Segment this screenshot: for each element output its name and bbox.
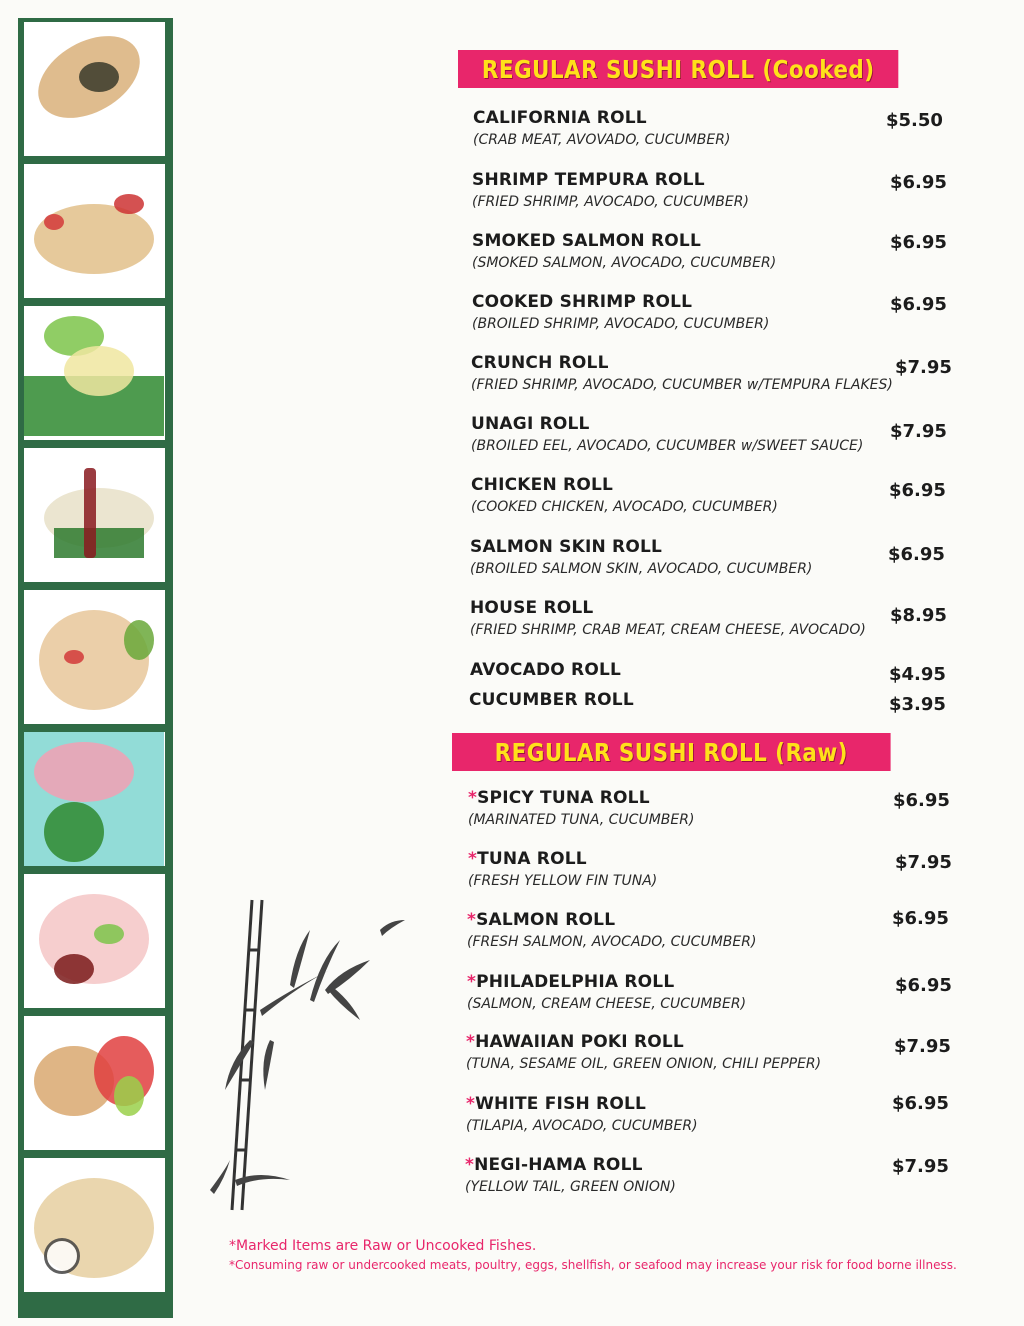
raw-marker: * [468, 849, 478, 869]
menu-item-description: (FRIED SHRIMP, AVOCADO, CUCUMBER) [472, 194, 749, 210]
menu-item-name-text: HOUSE ROLL [470, 598, 594, 618]
menu-item-name-text: TUNA ROLL [477, 849, 587, 869]
menu-item-description: (TUNA, SESAME OIL, GREEN ONION, CHILI PEPPER) [466, 1056, 822, 1072]
bamboo-illustration [190, 890, 430, 1220]
menu-item-price: $6.95 [890, 294, 947, 315]
menu-item-price: $7.95 [892, 1156, 949, 1177]
sushi-photo [24, 1158, 165, 1292]
sushi-photo [24, 164, 165, 298]
menu-item-price: $3.95 [889, 694, 946, 715]
menu-item-price: $5.50 [886, 110, 943, 131]
raw-marker: * [466, 1032, 476, 1052]
menu-item-price: $6.95 [892, 1093, 949, 1114]
sushi-photo [24, 874, 165, 1008]
menu-item-name-text: COOKED SHRIMP ROLL [472, 292, 693, 312]
section-header-raw: REGULAR SUSHI ROLL (Raw) [452, 733, 891, 771]
menu-item-price: $6.95 [890, 172, 947, 193]
menu-item-description: (SMOKED SALMON, AVOCADO, CUCUMBER) [472, 255, 777, 271]
sushi-photo [24, 1016, 165, 1150]
menu-item-description: (FRESH YELLOW FIN TUNA) [468, 873, 658, 889]
menu-item-name-text: CUCUMBER ROLL [469, 690, 634, 710]
menu-item-price: $6.95 [895, 975, 952, 996]
menu-item-description: (FRIED SHRIMP, CRAB MEAT, CREAM CHEESE, AVOCADO) [470, 622, 866, 638]
menu-item-name-text: HAWAIIAN POKI ROLL [475, 1032, 684, 1052]
menu-item-name-text: NEGI-HAMA ROLL [474, 1155, 643, 1175]
menu-item-price: $7.95 [895, 852, 952, 873]
sushi-photo [24, 306, 165, 440]
sushi-photo [24, 732, 165, 866]
menu-item-name-text: SPICY TUNA ROLL [477, 788, 650, 808]
menu-item-description: (BROILED SALMON SKIN, AVOCADO, CUCUMBER) [470, 561, 813, 577]
menu-item-description: (BROILED SHRIMP, AVOCADO, CUCUMBER) [472, 316, 770, 332]
menu-item-price: $6.95 [889, 480, 946, 501]
sushi-photo [24, 590, 165, 724]
menu-item-name-text: WHITE FISH ROLL [475, 1094, 647, 1114]
menu-item [467, 972, 967, 1012]
menu-item-price: $6.95 [893, 790, 950, 811]
menu-item-name-text: CALIFORNIA ROLL [473, 108, 647, 128]
footnotes [229, 1238, 957, 1272]
menu-item-name [467, 972, 967, 992]
menu-item-description: (COOKED CHICKEN, AVOCADO, CUCUMBER) [471, 499, 778, 515]
menu-item-description: (FRESH SALMON, AVOCADO, CUCUMBER) [467, 934, 757, 950]
menu-item-price: $7.95 [894, 1036, 951, 1057]
menu-item-name-text: PHILADELPHIA ROLL [476, 972, 675, 992]
food-safety-warning: *Consuming raw or undercooked meats, poultry, eggs, shellfish, or seafood may increase your risk for food borne illness. [229, 1258, 957, 1272]
menu-item-description: (CRAB MEAT, AVOVADO, CUCUMBER) [473, 132, 731, 148]
raw-marker: * [467, 910, 477, 930]
menu-item-description: (YELLOW TAIL, GREEN ONION) [465, 1179, 676, 1195]
raw-marker-note: *Marked Items are Raw or Uncooked Fishes. [229, 1238, 537, 1254]
menu-item-description: (TILAPIA, AVOCADO, CUCUMBER) [466, 1118, 698, 1134]
raw-marker: * [465, 1155, 475, 1175]
menu-item-name-text: SHRIMP TEMPURA ROLL [472, 170, 705, 190]
menu-item-description: (SALMON, CREAM CHEESE, CUCUMBER) [467, 996, 747, 1012]
raw-marker: * [467, 972, 477, 992]
sushi-photo [24, 22, 165, 156]
raw-marker: * [468, 788, 478, 808]
menu-item-name-text: CHICKEN ROLL [471, 475, 614, 495]
menu-item-description: (MARINATED TUNA, CUCUMBER) [468, 812, 695, 828]
menu-item-name [466, 1032, 966, 1052]
menu-item-price: $6.95 [890, 232, 947, 253]
sushi-photo [24, 448, 165, 582]
menu-item-name-text: SALMON SKIN ROLL [470, 537, 663, 557]
menu-item [468, 849, 968, 889]
menu-item-price: $7.95 [895, 357, 952, 378]
menu-item-price: $6.95 [888, 544, 945, 565]
menu-item-name-text: CRUNCH ROLL [471, 353, 609, 373]
menu-item-description: (BROILED EEL, AVOCADO, CUCUMBER w/SWEET SAUCE) [471, 438, 864, 454]
photo-strip [18, 18, 173, 1318]
menu-item-name [468, 849, 968, 869]
menu-item-name-text: AVOCADO ROLL [470, 660, 622, 680]
menu-item-name [465, 1155, 965, 1175]
raw-marker: * [466, 1094, 476, 1114]
menu-item-name-text: SMOKED SALMON ROLL [472, 231, 701, 251]
menu-item [466, 1094, 966, 1134]
menu-item-name [466, 1094, 966, 1114]
menu-item [465, 1155, 965, 1195]
menu-item-name-text: UNAGI ROLL [471, 414, 590, 434]
menu-item-price: $6.95 [892, 908, 949, 929]
section-header-cooked: REGULAR SUSHI ROLL (Cooked) [458, 50, 898, 88]
menu-item-name-text: SALMON ROLL [476, 910, 616, 930]
menu-item-price: $7.95 [890, 421, 947, 442]
menu-item [466, 1032, 966, 1072]
menu-item-price: $8.95 [890, 605, 947, 626]
menu-item-price: $4.95 [889, 664, 946, 685]
menu-item-description: (FRIED SHRIMP, AVOCADO, CUCUMBER w/TEMPURA FLAKES) [471, 377, 893, 393]
